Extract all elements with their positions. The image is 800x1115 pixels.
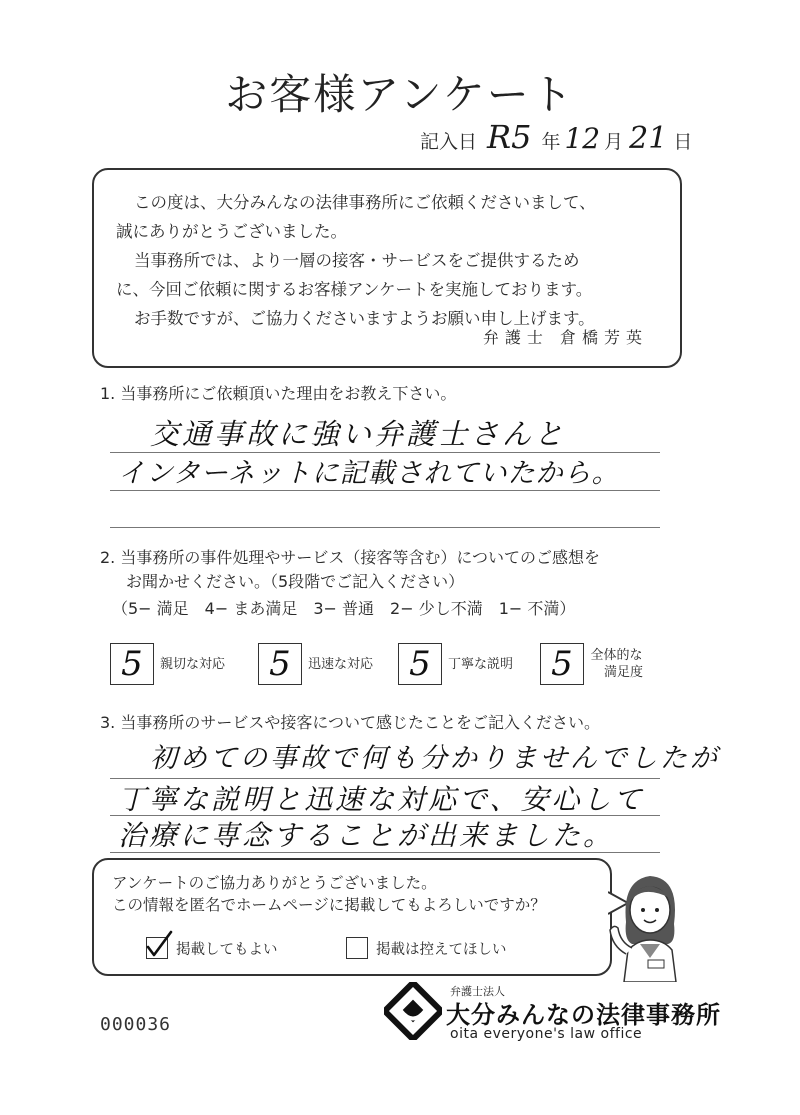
rating-kindness-value: 5 xyxy=(110,643,154,685)
q2-question-line-2: お聞かせください。（5段階でご記入ください） xyxy=(126,572,465,591)
q3-answer-line-2: 丁寧な説明と迅速な対応で、安心して xyxy=(118,783,645,816)
intro-message-box xyxy=(92,168,682,368)
consent-yes-checkbox[interactable] xyxy=(146,937,168,959)
q3-answer-line-3: 治療に専念することが出来ました。 xyxy=(118,819,615,852)
q3-answer-line-1: 初めての事故で何も分かりませんでしたが xyxy=(150,743,720,774)
consent-option-no[interactable] xyxy=(346,937,507,959)
rating-overall-label-line-2: 満足度 xyxy=(604,665,644,680)
rating-overall-value: 5 xyxy=(540,643,584,685)
rating-overall xyxy=(540,643,643,685)
q1-rule-3 xyxy=(110,527,660,528)
survey-title: お客様アンケート xyxy=(225,70,575,119)
intro-line-1: この度は、大分みんなの法律事務所にご依頼くださいまして、 xyxy=(134,193,596,212)
q1-answer-line-2: インターネットに記載されていたから。 xyxy=(118,458,620,489)
serial-number: 000036 xyxy=(100,1014,172,1035)
rating-explanation xyxy=(398,643,513,685)
consent-no-label: 掲載は控えてほしい xyxy=(376,941,507,958)
q1-answer-line-1: 交通事故に強い弁護士さんと xyxy=(150,417,567,451)
check-mark-icon xyxy=(145,930,175,960)
consent-line-2: この情報を匿名でホームページに掲載してもよろしいですか？ xyxy=(112,896,546,914)
rating-explanation-label: 丁寧な説明 xyxy=(448,656,514,672)
intro-line-4: に、今回ご依頼に関するお客様アンケートを実施しております。 xyxy=(116,280,593,299)
date-year-unit: 年 xyxy=(541,131,561,153)
staff-illustration-icon xyxy=(602,862,694,982)
q2-scale: （5− 満足 4− まあ満足 3− 普通 2− 少し不満 1− 不満） xyxy=(112,599,576,618)
consent-text xyxy=(112,872,546,916)
lawyer-signature: 弁護士 倉橋芳英 xyxy=(482,328,648,347)
rating-kindness xyxy=(110,643,225,685)
intro-line-5: お手数ですが、ご協力くださいますようお願い申し上げます。 xyxy=(134,309,595,328)
logo-name: 大分みんなの法律事務所 xyxy=(446,1001,721,1029)
date-month-value: 12 xyxy=(564,122,601,155)
date-month-unit: 月 xyxy=(604,131,624,153)
rating-speed-label: 迅速な対応 xyxy=(308,656,374,672)
rating-speed xyxy=(258,643,373,685)
consent-yes-label: 掲載してもよい xyxy=(176,941,278,958)
rating-overall-label-line-1: 全体的な xyxy=(590,648,643,663)
consent-no-checkbox[interactable] xyxy=(346,937,368,959)
date-day-unit: 日 xyxy=(673,131,693,153)
intro-line-2: 誠にありがとうございました。 xyxy=(116,222,347,241)
logo-subtitle: 弁護士法人 xyxy=(450,985,505,998)
date-day-value: 21 xyxy=(629,121,668,156)
q1-rule-2 xyxy=(110,490,660,491)
logo-english: oita everyone's law office xyxy=(450,1026,643,1042)
law-office-logo-icon xyxy=(384,982,442,1040)
rating-overall-label xyxy=(590,647,643,681)
rating-speed-value: 5 xyxy=(258,643,302,685)
rating-explanation-value: 5 xyxy=(398,643,442,685)
consent-option-yes[interactable] xyxy=(146,937,278,959)
q2-question-line-1: 2. 当事務所の事件処理やサービス（接客等含む）についてのご感想を xyxy=(100,548,601,567)
date-label: 記入日 xyxy=(420,131,478,153)
q1-question: 1. 当事務所にご依頼頂いた理由をお教え下さい。 xyxy=(100,384,457,403)
consent-line-1: アンケートのご協力ありがとうございました。 xyxy=(112,874,437,892)
entry-date xyxy=(420,118,692,156)
date-era-value: R5 xyxy=(487,118,532,156)
q3-rule-3 xyxy=(110,852,660,853)
intro-line-3: 当事務所では、より一層の接客・サービスをご提供するため xyxy=(134,251,580,270)
consent-bubble xyxy=(92,858,612,976)
rating-kindness-label: 親切な対応 xyxy=(160,656,226,672)
q3-question: 3. 当事務所のサービスや接客について感じたことをご記入ください。 xyxy=(100,713,601,732)
